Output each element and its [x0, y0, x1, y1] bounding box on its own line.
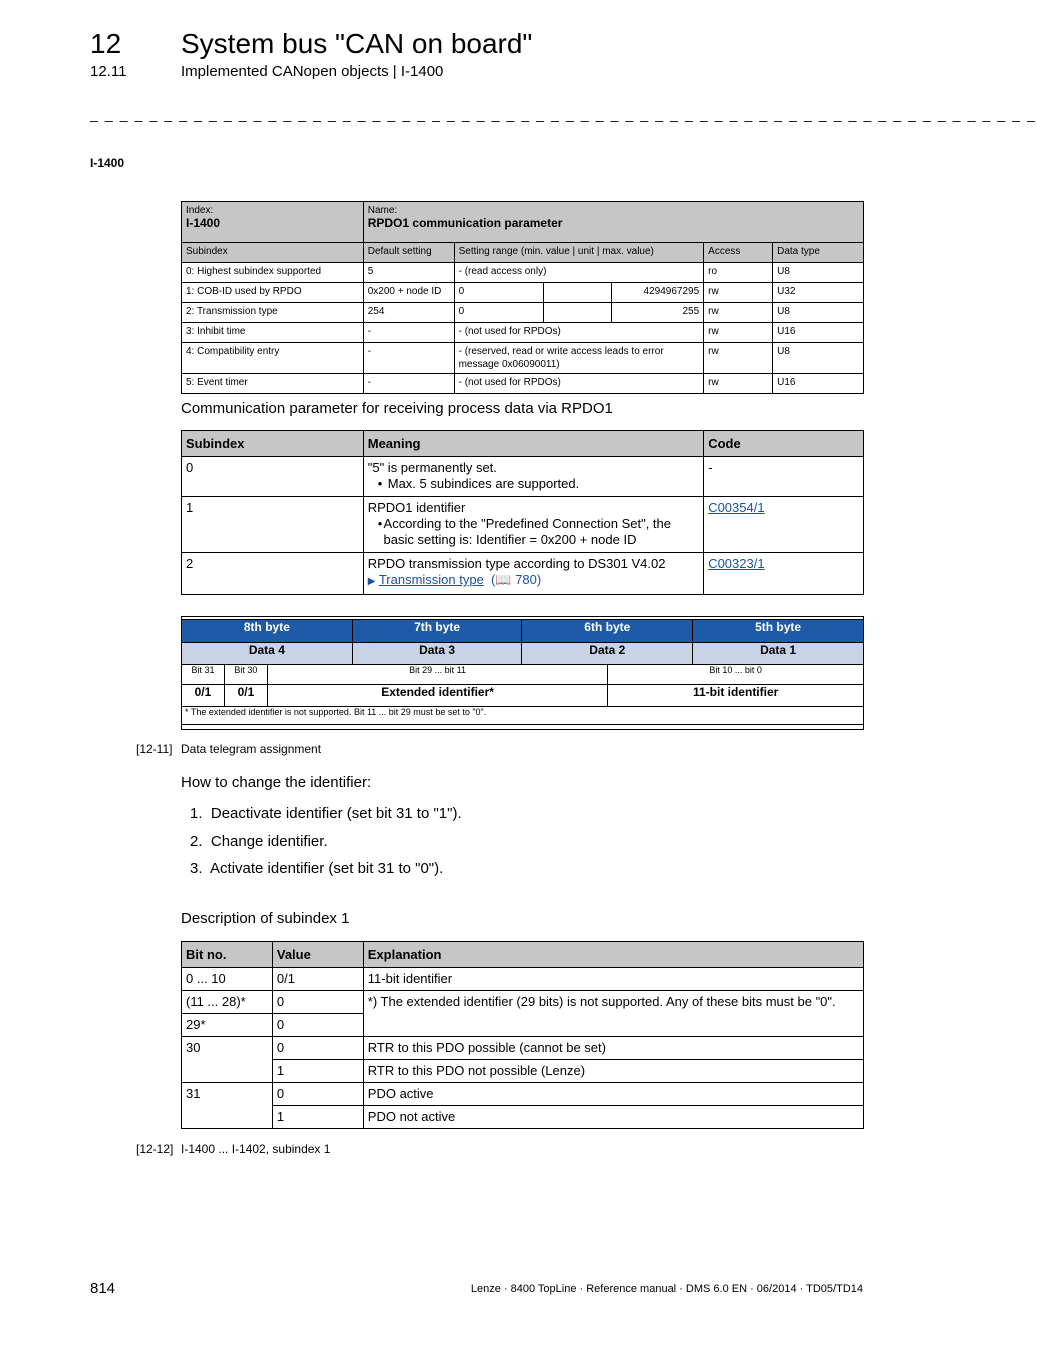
table-row	[182, 1037, 864, 1060]
col-access: Access	[704, 243, 773, 263]
cell: (11 ... 28)*	[182, 991, 273, 1014]
bullet-item: • Max. 5 subindices are supported.	[377, 476, 580, 491]
code-link-c00354[interactable]: C00354/1	[708, 500, 765, 515]
meaning-text: "5" is permanently set.	[367, 460, 497, 475]
cell: U16	[773, 323, 864, 343]
bit-30-value: 0/1	[224, 685, 267, 707]
meaning-text: RPDO transmission type according to DS301 V4.02	[367, 556, 666, 571]
cell: 11-bit identifier	[363, 968, 863, 991]
cell	[363, 457, 703, 497]
table-row	[182, 553, 864, 595]
table-row	[182, 283, 864, 303]
cell: U8	[773, 263, 864, 283]
cell: 0x200 + node ID	[363, 283, 454, 303]
cell	[544, 283, 612, 303]
cell: 3: Inhibit time	[182, 323, 364, 343]
step-text: Change identifier.	[210, 832, 328, 850]
cell: rw	[704, 374, 773, 394]
book-icon: 📖	[495, 572, 512, 587]
col-meaning: Meaning	[363, 431, 703, 457]
meaning-table	[181, 430, 864, 595]
cell: - (read access only)	[454, 263, 704, 283]
cell: 0	[454, 303, 544, 323]
footer-info: Lenze · 8400 TopLine · Reference manual · DMS 6.0 EN · 06/2014 · TD05/TD14	[470, 1283, 863, 1295]
section-number: 12.11	[90, 63, 127, 80]
telegram-footnote: * The extended identifier is not supported. Bit 11 ... bit 29 must be set to "0".	[182, 707, 864, 725]
telegram-table	[181, 619, 864, 725]
page-number: 814	[90, 1280, 116, 1297]
chapter-number: 12	[90, 28, 122, 59]
code-link-c00323[interactable]: C00323/1	[708, 556, 765, 571]
cell: 30	[182, 1037, 273, 1083]
byte-5: 5th byte	[693, 620, 864, 643]
bullet-text: Max. 5 subindices are supported.	[387, 476, 580, 491]
bullet-item: • According to the "Predefined Connection Set", the basic setting is: Identifier = 0x200 + node ID	[368, 516, 699, 548]
how-to-steps	[190, 800, 462, 883]
cell: - (not used for RPDOs)	[454, 323, 704, 343]
cell: 31	[182, 1083, 273, 1129]
cell: 254	[363, 303, 454, 323]
cell: U16	[773, 374, 864, 394]
byte-6: 6th byte	[522, 620, 693, 643]
arrow-right-icon: ▶	[367, 576, 376, 587]
col-type: Data type	[773, 243, 864, 263]
table-row	[182, 323, 864, 343]
cell: U8	[773, 343, 864, 374]
standard-identifier: 11-bit identifier	[608, 685, 864, 707]
cell: *) The extended identifier (29 bits) is not supported. Any of these bits must be "0".	[363, 991, 863, 1037]
object-table	[181, 201, 864, 394]
step-text: Activate identifier (set bit 31 to "0").	[210, 860, 444, 877]
cell: 5	[363, 263, 454, 283]
name-cell	[363, 202, 863, 243]
table-row	[182, 343, 864, 374]
cell: 1	[272, 1060, 363, 1083]
step-item: 3. Activate identifier (set bit 31 to "0").	[190, 860, 444, 877]
cell: -	[363, 323, 454, 343]
cell: -	[363, 374, 454, 394]
cell: 0/1	[272, 968, 363, 991]
cell: -	[704, 457, 864, 497]
data-2: Data 2	[522, 643, 693, 665]
comm-parameter-caption: Communication parameter for receiving process data via RPDO1	[181, 400, 613, 417]
name-value: RPDO1 communication parameter	[367, 216, 563, 230]
col-default: Default setting	[363, 243, 454, 263]
header-separator: _ _ _ _ _ _ _ _ _ _ _ _ _ _ _ _ _ _ _ _ _ _ _ _ _ _ _ _ _ _ _ _ _ _ _ _ _ _ _ _ _ _ _ _ _ _ _ _ _ _ _ _ _ _ _ _ _ _ _ _ _ _ _ _	[90, 106, 1037, 122]
col-bit-no: Bit no.	[182, 942, 273, 968]
table-row	[182, 303, 864, 323]
byte-7: 7th byte	[352, 620, 522, 643]
col-subindex: Subindex	[182, 431, 364, 457]
bit-31-value: 0/1	[182, 685, 225, 707]
extended-identifier: Extended identifier*	[267, 685, 607, 707]
cell: 1: COB-ID used by RPDO	[182, 283, 364, 303]
subindex-description-title: Description of subindex 1	[181, 910, 350, 927]
bit-30: Bit 30	[224, 665, 267, 685]
cell: rw	[704, 303, 773, 323]
bit-table	[181, 941, 864, 1129]
cell: 0: Highest subindex supported	[182, 263, 364, 283]
index-label: Index:	[186, 205, 214, 216]
link-text: Transmission type	[378, 572, 484, 587]
cell	[363, 553, 703, 595]
cell: 255	[612, 303, 704, 323]
cell: ro	[704, 263, 773, 283]
cell: 0	[454, 283, 544, 303]
cell	[704, 497, 864, 553]
cell	[363, 497, 703, 553]
table-row	[182, 991, 864, 1014]
page-ref: 780	[515, 572, 537, 587]
cell: 29*	[182, 1014, 273, 1037]
cell: 0	[272, 1037, 363, 1060]
table-row	[182, 263, 864, 283]
cell: 0 ... 10	[182, 968, 273, 991]
index-cell	[182, 202, 364, 243]
col-explanation: Explanation	[363, 942, 863, 968]
chapter-title: System bus "CAN on board"	[181, 28, 533, 59]
object-heading: I-1400	[90, 156, 125, 170]
cell	[704, 553, 864, 595]
cell: 2: Transmission type	[182, 303, 364, 323]
cell: 0	[272, 991, 363, 1014]
table-row	[182, 497, 864, 553]
cell: PDO not active	[363, 1106, 863, 1129]
cell: - (not used for RPDOs)	[454, 374, 704, 394]
step-item: 2. Change identifier.	[190, 832, 328, 850]
col-subindex: Subindex	[182, 243, 364, 263]
index-value: I-1400	[186, 216, 221, 230]
cell: -	[363, 343, 454, 374]
figure-number-12-11: [12-11]	[136, 742, 173, 756]
bits-10-0: Bit 10 ... bit 0	[608, 665, 864, 685]
data-1: Data 1	[693, 643, 864, 665]
cell: RTR to this PDO possible (cannot be set)	[363, 1037, 863, 1060]
bit-31: Bit 31	[182, 665, 225, 685]
cell: 4294967295	[612, 283, 704, 303]
cell: 4: Compatibility entry	[182, 343, 364, 374]
table-row	[182, 968, 864, 991]
section-title: Implemented CANopen objects | I-1400	[181, 63, 444, 80]
bullet-text: According to the "Predefined Connection Set", the basic setting is: Identifier = 0x200 + node ID	[383, 516, 671, 547]
table-row	[182, 1106, 864, 1129]
table-row	[182, 457, 864, 497]
table-row	[182, 1083, 864, 1106]
data-3: Data 3	[352, 643, 522, 665]
figure-caption-12-12: I-1400 ... I-1402, subindex 1	[181, 1142, 331, 1156]
cell: rw	[704, 283, 773, 303]
bits-29-11: Bit 29 ... bit 11	[267, 665, 607, 685]
cell: U32	[773, 283, 864, 303]
cell: U8	[773, 303, 864, 323]
cell: 5: Event timer	[182, 374, 364, 394]
col-range: Setting range (min. value | unit | max. value)	[454, 243, 704, 263]
transmission-type-link[interactable]: ▶ Transmission type (📖 780)	[367, 572, 542, 587]
figure-number-12-12: [12-12]	[136, 1142, 174, 1156]
cell: 0	[272, 1083, 363, 1106]
step-item: 1. Deactivate identifier (set bit 31 to "1").	[190, 805, 462, 822]
cell: 1	[272, 1106, 363, 1129]
data-4: Data 4	[182, 643, 353, 665]
cell: 1	[182, 497, 364, 553]
cell: 0	[182, 457, 364, 497]
name-label: Name:	[367, 205, 398, 216]
col-value: Value	[272, 942, 363, 968]
cell: rw	[704, 343, 773, 374]
how-to-title: How to change the identifier:	[181, 774, 372, 791]
byte-8: 8th byte	[182, 620, 353, 643]
table-row	[182, 1060, 864, 1083]
cell: RTR to this PDO not possible (Lenze)	[363, 1060, 863, 1083]
col-code: Code	[704, 431, 864, 457]
step-text: Deactivate identifier (set bit 31 to "1").	[210, 805, 462, 822]
cell: 2	[182, 553, 364, 595]
cell: rw	[704, 323, 773, 343]
cell: - (reserved, read or write access leads to error message 0x06090011)	[454, 343, 704, 374]
cell: 0	[272, 1014, 363, 1037]
figure-caption-12-11: Data telegram assignment	[181, 742, 322, 756]
meaning-text: RPDO1 identifier	[367, 500, 466, 515]
cell: PDO active	[363, 1083, 863, 1106]
cell	[544, 303, 612, 323]
table-row	[182, 374, 864, 394]
